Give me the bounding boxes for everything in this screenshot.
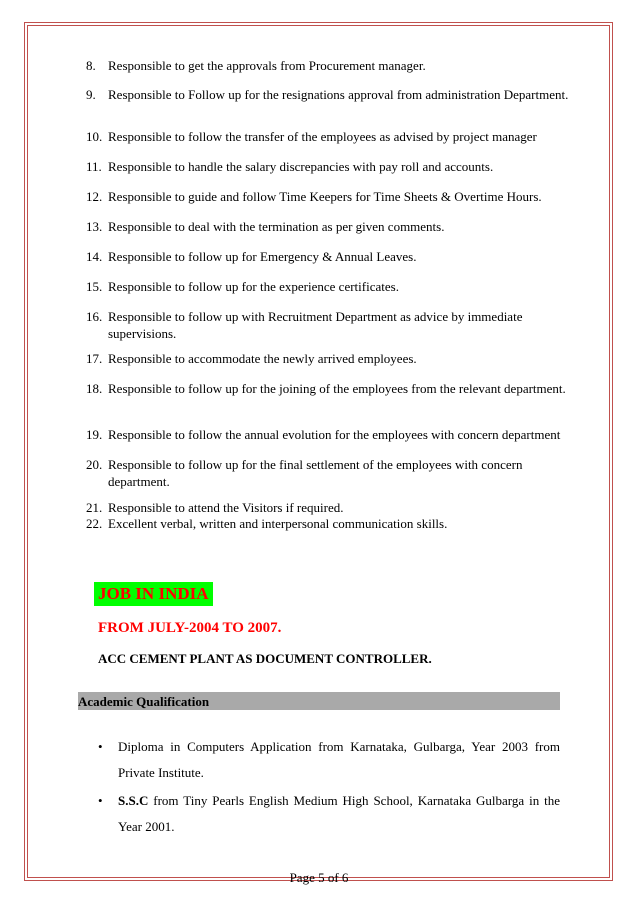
list-item: [86, 248, 586, 265]
list-item: [86, 308, 586, 342]
item-number: 20.: [86, 457, 103, 472]
bullet-icon: •: [98, 793, 103, 808]
item-text: Excellent verbal, written and interpersonal communication skills.: [108, 516, 448, 531]
list-item: [86, 380, 586, 397]
item-number: 16.: [86, 309, 103, 324]
item-text: Responsible to get the approvals from Procurement manager.: [108, 58, 426, 73]
list-item: [86, 499, 586, 516]
item-number: 18.: [86, 381, 103, 396]
list-item: [86, 188, 586, 205]
list-item: [86, 86, 586, 103]
item-text: Responsible to follow up for the final settlement of the employees with concern department.: [108, 457, 523, 489]
item-text: Responsible to deal with the termination as per given comments.: [108, 219, 445, 234]
job-in-india-heading: JOB IN INDIA: [94, 582, 213, 606]
list-item: [86, 278, 586, 295]
item-text: Responsible to follow up for Emergency & Annual Leaves.: [108, 249, 417, 264]
item-text: Responsible to guide and follow Time Keepers for Time Sheets & Overtime Hours.: [108, 189, 542, 204]
item-text: Responsible to Follow up for the resignations approval from administration Department.: [108, 87, 569, 102]
item-text: Responsible to accommodate the newly arrived employees.: [108, 351, 417, 366]
list-item: [86, 57, 586, 74]
list-item: [86, 218, 586, 235]
list-item: [86, 426, 586, 443]
item-text: Responsible to follow up for the joining of the employees from the relevant department.: [108, 381, 566, 396]
job-period: FROM JULY-2004 TO 2007.: [98, 620, 282, 636]
item-number: 11.: [86, 159, 102, 174]
item-number: 22.: [86, 516, 103, 531]
item-text: Responsible to follow up for the experience certificates.: [108, 279, 399, 294]
item-number: 17.: [86, 351, 103, 366]
item-number: 10.: [86, 129, 103, 144]
item-number: 9.: [86, 87, 96, 102]
academic-qualification-title: Academic Qualification: [78, 694, 210, 709]
bullet-icon: •: [98, 739, 103, 754]
item-number: 21.: [86, 500, 103, 515]
list-item: [86, 158, 586, 175]
page-number: Page 5 of 6: [289, 870, 349, 885]
item-text: Responsible to follow the annual evolution for the employees with concern department: [108, 427, 561, 442]
item-text: Responsible to follow the transfer of the employees as advised by project manager: [108, 129, 537, 144]
list-item: [86, 515, 586, 532]
item-number: 15.: [86, 279, 103, 294]
item-text: Responsible to follow up with Recruitment Department as advice by immediate supervisions.: [108, 309, 523, 341]
qualification-text: [98, 734, 560, 786]
qualification-detail: from Tiny Pearls English Medium High School, Karnataka Gulbarga in the Year 2001.: [118, 793, 560, 834]
item-number: 13.: [86, 219, 103, 234]
item-text: Responsible to attend the Visitors if required.: [108, 500, 344, 515]
list-item: [86, 350, 586, 367]
list-item: [86, 456, 586, 490]
job-role: ACC CEMENT PLANT AS DOCUMENT CONTROLLER.: [98, 651, 432, 666]
item-number: 12.: [86, 189, 103, 204]
qualification-text: [98, 788, 560, 840]
item-number: 14.: [86, 249, 103, 264]
qualification-item: [98, 788, 560, 840]
item-number: 19.: [86, 427, 103, 442]
qualification-item: [98, 734, 560, 786]
qualification-detail: Diploma in Computers Application from Karnataka, Gulbarga, Year 2003 from Private Institute.: [118, 739, 560, 780]
list-item: [86, 128, 586, 145]
item-text: Responsible to handle the salary discrepancies with pay roll and accounts.: [108, 159, 494, 174]
item-number: 8.: [86, 58, 96, 73]
qualification-bold: S.S.C: [118, 793, 149, 808]
